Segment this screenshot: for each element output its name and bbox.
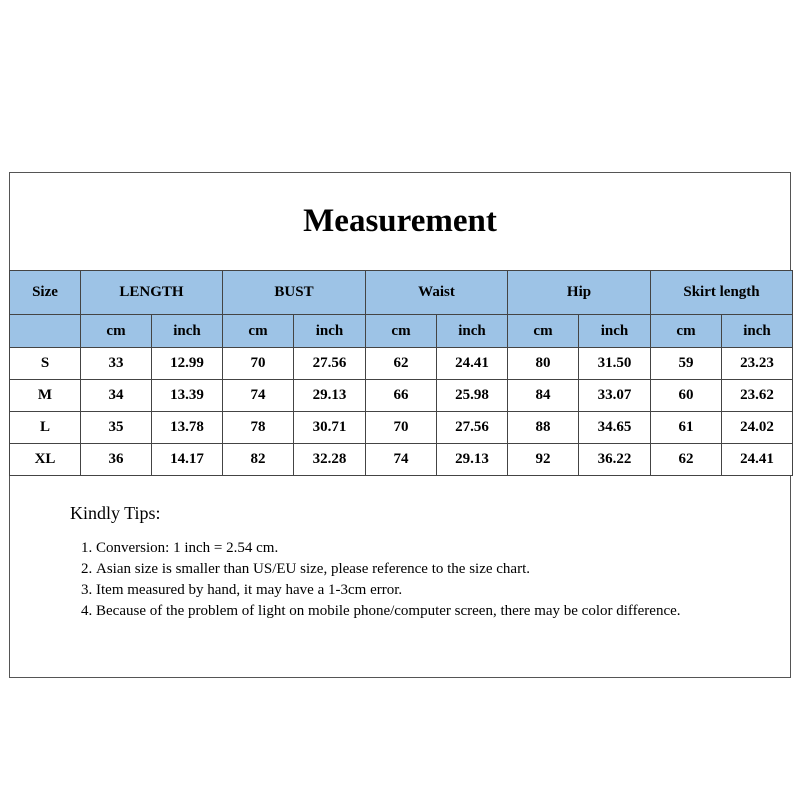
unit-cell: inch: [579, 315, 651, 348]
unit-cell: cm: [508, 315, 579, 348]
tip-item: 3. Item measured by hand, it may have a 1-3cm error.: [96, 580, 750, 601]
table-cell: 59: [651, 348, 722, 380]
unit-cell: inch: [294, 315, 366, 348]
unit-cell: inch: [152, 315, 223, 348]
table-cell: 35: [81, 412, 152, 444]
table-cell: 62: [651, 444, 722, 476]
tip-item: 2. Asian size is smaller than US/EU size, please reference to the size chart.: [96, 559, 750, 580]
table-cell: 27.56: [437, 412, 508, 444]
header-length: LENGTH: [81, 271, 223, 315]
unit-cell: cm: [81, 315, 152, 348]
table-cell: 34.65: [579, 412, 651, 444]
table-cell: 88: [508, 412, 579, 444]
table-cell: 70: [223, 348, 294, 380]
chart-title: Measurement: [303, 203, 497, 239]
tips-title: Kindly Tips:: [70, 503, 161, 523]
tip-item: 1. Conversion: 1 inch = 2.54 cm.: [96, 538, 750, 559]
tip-item: 4. Because of the problem of light on mobile phone/computer screen, there may be color difference.: [96, 601, 750, 622]
table-cell: 33.07: [579, 380, 651, 412]
table-cell: 92: [508, 444, 579, 476]
table-row: [10, 412, 793, 444]
table-cell: 31.50: [579, 348, 651, 380]
table-cell: 61: [651, 412, 722, 444]
unit-cell: cm: [366, 315, 437, 348]
units-row: [10, 315, 793, 348]
table-cell: 74: [223, 380, 294, 412]
table-cell: 70: [366, 412, 437, 444]
unit-cell: inch: [722, 315, 793, 348]
table-row: [10, 444, 793, 476]
table-cell: 24.02: [722, 412, 793, 444]
table-cell: 13.39: [152, 380, 223, 412]
header-bust: BUST: [223, 271, 366, 315]
table-cell: 60: [651, 380, 722, 412]
unit-cell: inch: [437, 315, 508, 348]
size-label: M: [10, 380, 81, 412]
table-row: [10, 380, 793, 412]
table-cell: 29.13: [437, 444, 508, 476]
table-cell: 62: [366, 348, 437, 380]
size-chart-card: [9, 172, 791, 678]
table-cell: 24.41: [437, 348, 508, 380]
table-cell: 32.28: [294, 444, 366, 476]
size-label: L: [10, 412, 81, 444]
table-cell: 12.99: [152, 348, 223, 380]
table-cell: 34: [81, 380, 152, 412]
table-cell: 23.23: [722, 348, 793, 380]
unit-cell: cm: [223, 315, 294, 348]
table-cell: 36.22: [579, 444, 651, 476]
tips-list: [70, 538, 750, 622]
unit-cell: cm: [651, 315, 722, 348]
table-cell: 33: [81, 348, 152, 380]
size-table: [9, 270, 793, 476]
table-cell: 27.56: [294, 348, 366, 380]
size-label: XL: [10, 444, 81, 476]
header-waist: Waist: [366, 271, 508, 315]
table-cell: 23.62: [722, 380, 793, 412]
table-row: [10, 348, 793, 380]
table-cell: 25.98: [437, 380, 508, 412]
table-cell: 29.13: [294, 380, 366, 412]
header-size: Size: [10, 271, 81, 315]
table-cell: 78: [223, 412, 294, 444]
table-cell: 13.78: [152, 412, 223, 444]
units-blank: [10, 315, 81, 348]
table-cell: 24.41: [722, 444, 793, 476]
table-cell: 30.71: [294, 412, 366, 444]
size-label: S: [10, 348, 81, 380]
header-group-row: [10, 271, 793, 315]
header-hip: Hip: [508, 271, 651, 315]
header-skirt-length: Skirt length: [651, 271, 793, 315]
table-cell: 82: [223, 444, 294, 476]
table-cell: 80: [508, 348, 579, 380]
table-cell: 84: [508, 380, 579, 412]
table-cell: 66: [366, 380, 437, 412]
table-cell: 36: [81, 444, 152, 476]
table-cell: 14.17: [152, 444, 223, 476]
table-cell: 74: [366, 444, 437, 476]
tips-section: [70, 503, 750, 622]
